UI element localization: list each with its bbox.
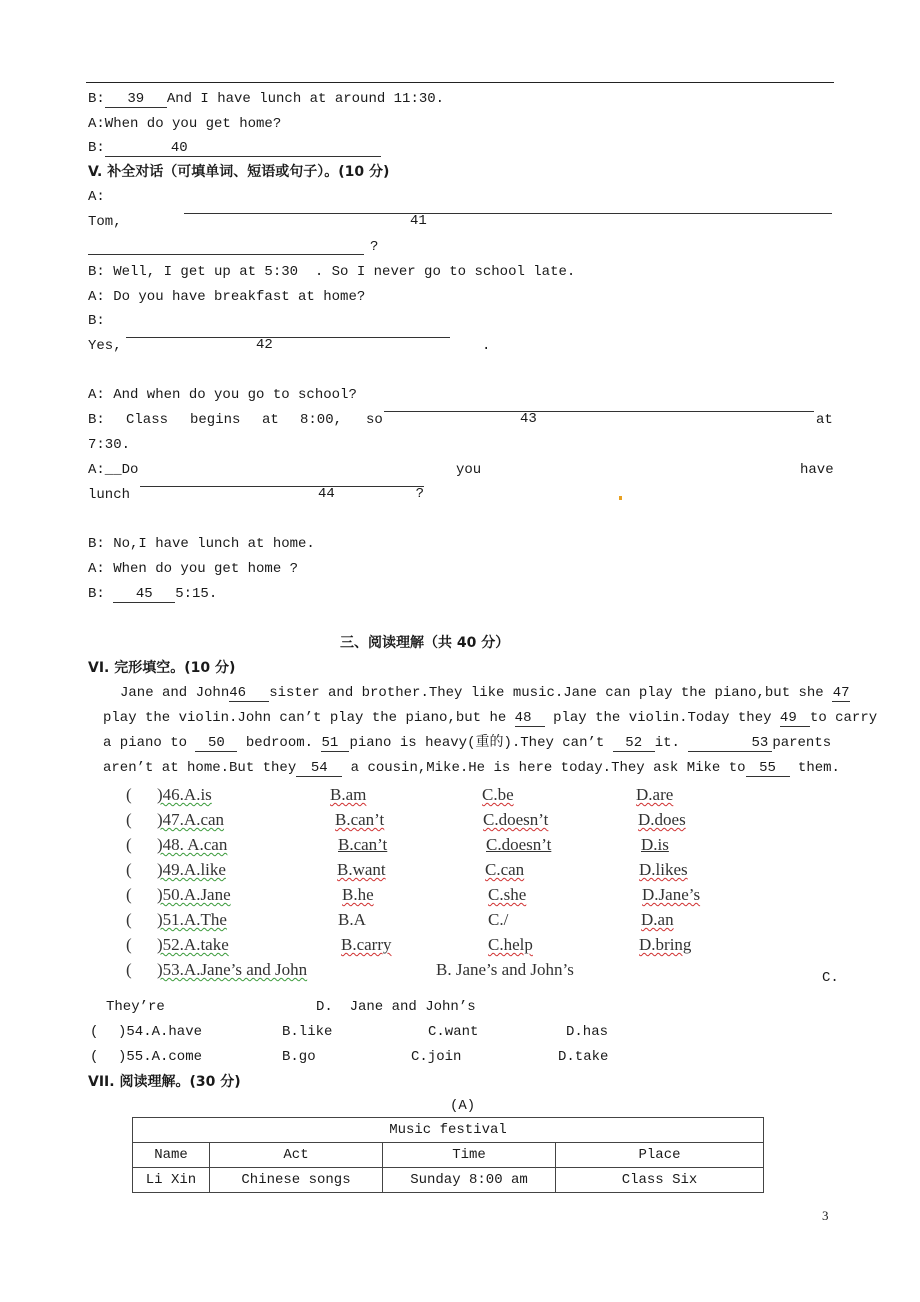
answer-paren: ( [126, 785, 132, 804]
answer-paren: ( [126, 935, 132, 954]
table-cell: Chinese songs [210, 1168, 383, 1193]
option-b[interactable]: B. Jane’s and John’s [436, 960, 574, 979]
option-b[interactable]: B.am [330, 785, 367, 804]
answer-paren: ( [126, 835, 132, 854]
option-a[interactable]: )52.A.take [157, 935, 229, 954]
option-b[interactable]: B.carry [341, 935, 392, 954]
blank-42[interactable]: 42 [126, 337, 450, 338]
option-c[interactable]: C.she [488, 885, 527, 904]
option-b[interactable]: B.want [337, 860, 386, 879]
option-d[interactable]: D.take [558, 1049, 609, 1065]
dialogue-line: A:When do you get home? [88, 116, 282, 132]
dialogue-line-39: B: 39 And I have lunch at around 11:30. [88, 91, 445, 107]
option-c[interactable]: C.be [482, 785, 514, 804]
period: . [482, 338, 491, 354]
word: lunch [88, 487, 131, 503]
answer-paren: ( [126, 860, 132, 879]
blank-50[interactable]: 50 [195, 735, 237, 752]
dialogue-line: A: And when do you go to school? [88, 387, 357, 403]
option-a[interactable]: )54.A.have [118, 1024, 203, 1040]
option-b[interactable]: B.like [282, 1024, 333, 1040]
option-d[interactable]: D.likes [639, 860, 688, 879]
table-cell: Li Xin [133, 1168, 210, 1193]
option-b[interactable]: B.A [338, 910, 366, 929]
option-c[interactable]: C.can [485, 860, 525, 879]
column-header: Name [133, 1143, 210, 1168]
blank-47[interactable]: 47 [832, 685, 850, 701]
option-a[interactable]: )48. A.can [157, 835, 228, 854]
column-header: Time [383, 1143, 556, 1168]
option-d[interactable]: D.bring [639, 935, 692, 954]
answer-paren: ( [126, 910, 132, 929]
blank-48[interactable]: 48 [515, 710, 545, 727]
word: begins [190, 412, 241, 428]
dialogue-line-45: B: 45 5:15. [88, 586, 218, 602]
option-d[interactable]: D. Jane and John’s [316, 999, 476, 1015]
passage-label: (A) [450, 1098, 476, 1114]
option-c[interactable]: C.doesn’t [483, 810, 549, 829]
word: at [262, 412, 279, 428]
dialogue-line: A: When do you get home ? [88, 561, 299, 577]
blank-40[interactable]: 40 [105, 140, 381, 157]
dialogue-line: A: [88, 189, 105, 205]
answer-paren: ( [126, 885, 132, 904]
blank-53[interactable]: 53 [688, 735, 772, 752]
word: 8:00, [300, 412, 343, 428]
blank-46[interactable]: 46 [229, 685, 269, 702]
blank-43[interactable]: 43 [384, 411, 814, 412]
dialogue-line: B: Well, I get up at 5:30 . So I never go to school late. [88, 264, 576, 280]
dialogue-line-42: Yes, [88, 338, 122, 354]
option-d[interactable]: D.Jane’s [642, 885, 701, 904]
option-d[interactable]: D.are [636, 785, 674, 804]
word: A:__Do [88, 462, 139, 478]
option-c[interactable]: C.want [428, 1024, 479, 1040]
answer-paren: ( [126, 960, 132, 979]
dialogue-line: A: Do you have breakfast at home? [88, 289, 366, 305]
option-a[interactable]: )55.A.come [118, 1049, 203, 1065]
blank-41-cont[interactable] [88, 238, 364, 255]
dialogue-line: B: No,I have lunch at home. [88, 536, 315, 552]
part-title: 三、阅读理解（共 40 分） [340, 635, 510, 651]
blank-39[interactable]: 39 [105, 91, 167, 108]
dialogue-line-41: Tom, [88, 214, 122, 230]
blank-49[interactable]: 49 [780, 710, 810, 727]
answer-paren: ( [90, 1024, 99, 1040]
table-header-row [133, 1143, 764, 1168]
option-c[interactable]: C. [822, 970, 839, 986]
passage-line: aren’t at home.But they 54 a cousin,Mike.He is here today.They ask Mike to 55 them. [103, 760, 840, 776]
word: B: [88, 412, 105, 428]
passage-line: play the violin.John can’t play the piano,but he 48 play the violin.Today they 49 to carry [103, 710, 878, 726]
question-mark: ? [370, 239, 379, 255]
option-b[interactable]: B.can’t [338, 835, 388, 854]
answer-paren: ( [90, 1049, 99, 1065]
stray-mark [619, 496, 622, 500]
music-festival-table [132, 1117, 764, 1193]
dialogue-line-40: B: 40 [88, 139, 381, 157]
header-rule [86, 82, 834, 83]
page-number: 3 [822, 1208, 829, 1223]
table-cell: Sunday 8:00 am [383, 1168, 556, 1193]
blank-52[interactable]: 52 [613, 735, 655, 752]
option-c[interactable]: C.help [488, 935, 533, 954]
blank-55[interactable]: 55 [746, 760, 790, 777]
word: you [456, 462, 482, 478]
option-c[interactable]: C.doesn’t [486, 835, 552, 854]
table-title: Music festival [133, 1118, 764, 1143]
option-a[interactable]: )49.A.like [157, 860, 226, 879]
word: have [800, 462, 834, 478]
option-d[interactable]: D.an [641, 910, 674, 929]
option-a[interactable]: )47.A.can [157, 810, 225, 829]
passage-line: Jane and John46 sister and brother.They like music.Jane can play the piano,but she 47 [120, 685, 850, 701]
option-c[interactable]: C.join [411, 1049, 462, 1065]
option-d[interactable]: D.is [641, 835, 669, 854]
passage-line: a piano to 50 bedroom. 51 piano is heavy(重的).They can’t 52 it. 53 parents [103, 735, 832, 751]
word: Class [126, 412, 169, 428]
word: so [366, 412, 383, 428]
section-heading-vi: VI. 完形填空。(10 分) [88, 660, 236, 676]
blank-41[interactable]: 41 [184, 213, 832, 214]
option-b[interactable]: B.go [282, 1049, 316, 1065]
blank-44[interactable]: 44 ? [140, 486, 424, 487]
blank-51[interactable]: 51 [321, 735, 349, 752]
blank-54[interactable]: 54 [296, 760, 342, 777]
column-header: Place [556, 1143, 764, 1168]
dialogue-line: B: [88, 313, 105, 329]
option-c[interactable]: C./ [488, 910, 509, 929]
section-heading-v: V. 补全对话（可填单词、短语或句子）。(10 分) [88, 164, 390, 180]
option-a[interactable]: )46.A.is [157, 785, 212, 804]
option-a[interactable]: )50.A.Jane [157, 885, 231, 904]
option-b[interactable]: B.can’t [335, 810, 385, 829]
blank-45[interactable]: 45 [113, 586, 175, 603]
table-cell: Class Six [556, 1168, 764, 1193]
option-a[interactable]: )51.A.The [157, 910, 227, 929]
option-b[interactable]: B.he [342, 885, 374, 904]
option-d[interactable]: D.does [638, 810, 686, 829]
option-c-text[interactable]: They’re [106, 999, 165, 1015]
word: at [816, 412, 833, 428]
dialogue-line: 7:30. [88, 437, 131, 453]
column-header: Act [210, 1143, 383, 1168]
option-d[interactable]: D.has [566, 1024, 609, 1040]
section-heading-vii: VII. 阅读理解。(30 分) [88, 1074, 241, 1090]
table-row [133, 1168, 764, 1193]
answer-paren: ( [126, 810, 132, 829]
option-a[interactable]: )53.A.Jane’s and John [157, 960, 308, 979]
